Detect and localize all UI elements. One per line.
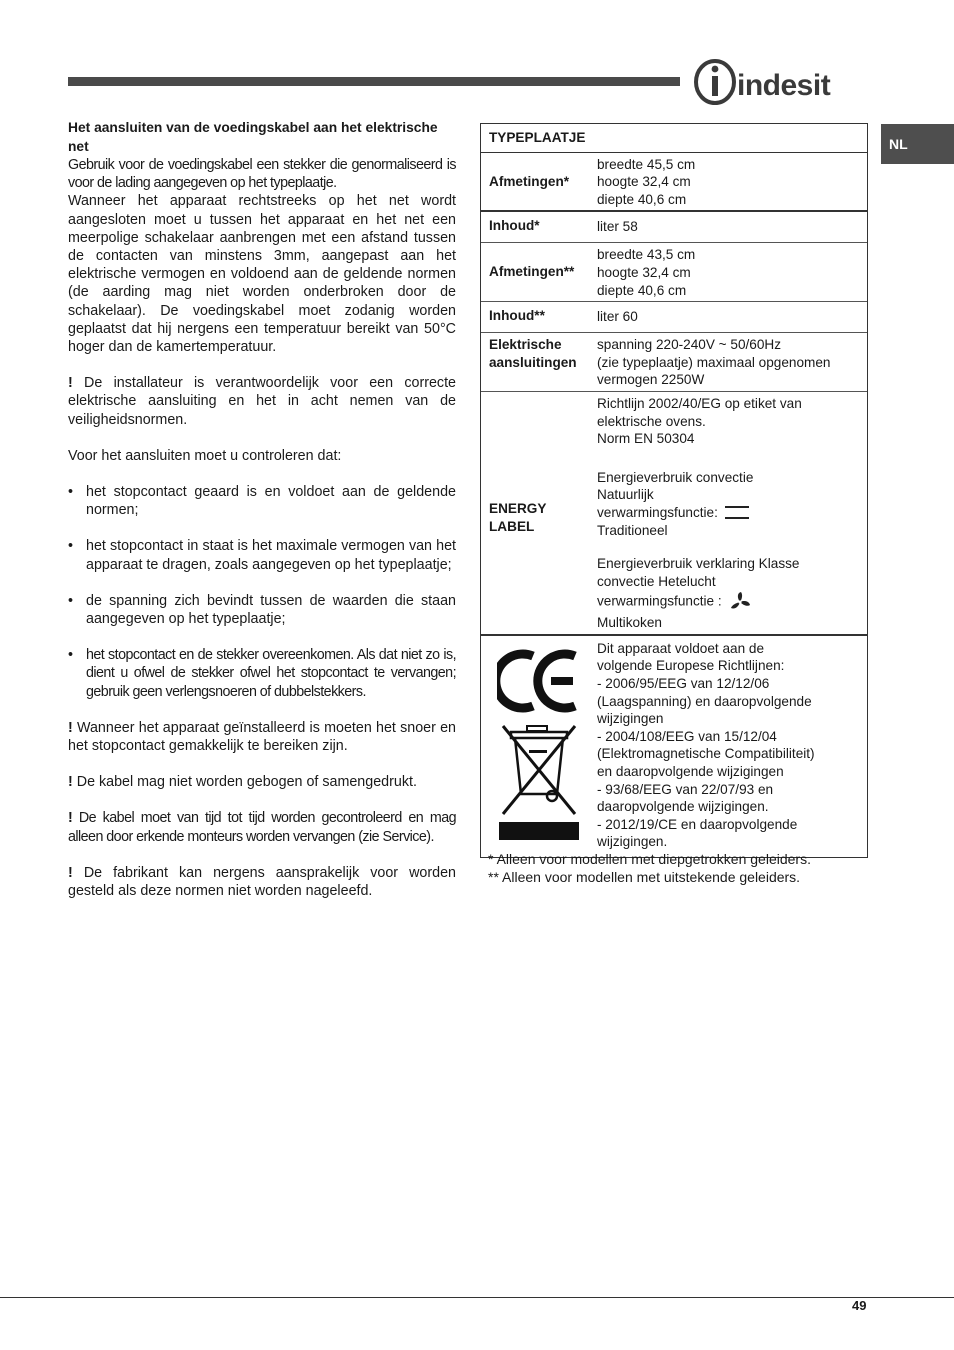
weee-bin-icon [497, 724, 581, 842]
warning-bending: ! De kabel mag niet worden gebogen of samengedrukt. [68, 774, 417, 791]
row-value: Richtlijn 2002/40/EG op etiket van elektrische ovens. Norm EN 50304 Energieverbruik convectie Natuurlijk verwarmingsfunctie: Traditioneel Energieverbruik verklaring Klasse convectie Hetelucht verwarmingsfunctie : Multikoken [597, 395, 802, 631]
fan-icon [728, 590, 752, 614]
table-row [481, 636, 867, 857]
table-row [481, 333, 867, 392]
connection-instructions [68, 119, 456, 900]
check-intro: Voor het aansluiten moet u controleren dat: [68, 447, 342, 464]
footnote: * Alleen voor modellen met diepgetrokken geleiders. [488, 851, 811, 867]
warning-accessible: ! Wanneer het apparaat geïnstalleerd is moeten het snoer en het stopcontact gemakkelijk te bereiken zijn. [68, 719, 456, 755]
header-bar [68, 77, 680, 86]
paragraph-switch: Wanneer het apparaat rechtstreeks op het net wordt aangesloten moet u tussen het apparaat en het net een meerpolige schakelaar aanbrengen met een afstand tussen de contacten van minstens 3mm, aangepast aan het elektrische vermogen en voldoend aan de geldende normen (de aarding mag niet worden onderbroken door de schakelaar). De voedingskabel moet zodanig worden geplaatst dat hij nergens een temperatuur bereikt van 50°C hoger dan de kamertemperatuur. [68, 193, 456, 356]
table-footnotes [488, 851, 811, 886]
row-label: Inhoud** [489, 308, 545, 324]
row-label: Elektrische aansluitingen [489, 337, 577, 370]
list-item: • de spanning zich bevindt tussen de waarden die staan aangegeven op het typeplaatje; [68, 592, 456, 628]
paragraph-plug: Gebruik voor de voedingskabel een stekker die genormaliseerd is voor de lading aangegeven op het typeplaatje. [68, 157, 456, 192]
row-label: Afmetingen** [489, 264, 575, 280]
table-row [481, 392, 867, 636]
compliance-text: Dit apparaat voldoet aan de volgende Europese Richtlijnen: - 2006/95/EEG van 12/12/06 (Laagspanning) en daaropvolgende wijzigingen - 2004/108/EEG van 15/12/04 (Elektromagnetische Compatibiliteit) en daaropvolgende wijzigingen - 93/68/EEG van 22/07/93 en daaropvolgende wijzigingen. - 2012/19/CE en daaropvolgende wijzigingen. [597, 640, 815, 850]
type-plate-table [480, 123, 868, 858]
warning-installer: ! De installateur is verantwoordelijk voor een correcte elektrische aansluiting en het in acht nemen van de veiligheidsnormen. [68, 375, 457, 428]
list-item: • het stopcontact in staat is het maximale vermogen van het apparaat te dragen, zoals aangegeven op het typeplaatje; [68, 538, 456, 573]
row-value: breedte 45,5 cm hoogte 32,4 cm diepte 40,6 cm [597, 156, 696, 207]
section-heading: Het aansluiten van de voedingskabel aan het elektrische net [68, 120, 438, 154]
conventional-heat-icon [724, 505, 750, 521]
footnote: ** Alleen voor modellen met uitstekende geleiders. [488, 868, 801, 885]
row-label: Inhoud* [489, 218, 540, 234]
list-item: • het stopcontact geaard is en voldoet aan de geldende normen; [68, 484, 456, 519]
page-number: 49 [852, 1298, 867, 1313]
footer-rule [0, 1297, 954, 1298]
row-value: liter 58 [597, 219, 638, 235]
row-value: spanning 220-240V ~ 50/60Hz (zie typeplaatje) maximaal opgenomen vermogen 2250W [597, 337, 831, 388]
row-label: ENERGY LABEL [489, 501, 547, 534]
table-row [481, 243, 867, 302]
row-value: liter 60 [597, 309, 638, 325]
table-row [481, 302, 867, 333]
table-title: TYPEPLAATJE [481, 124, 867, 153]
table-row [481, 153, 867, 213]
warning-inspection: ! De kabel moet van tijd tot tijd worden gecontroleerd en mag alleen door erkende monteurs worden vervangen (zie Service). [68, 810, 456, 845]
indesit-logo [693, 58, 871, 106]
row-label: Afmetingen* [489, 173, 570, 189]
list-item: • het stopcontact en de stekker overeenkomen. Als dat niet zo is, dient u ofwel de stekker ofwel het stopcontact te vervangen; gebruik geen verlengsnoeren of dubbelstekkers. [68, 647, 456, 700]
compliance-marks [481, 636, 589, 857]
warning-liability: ! De fabrikant kan nergens aansprakelijk voor worden gesteld als deze normen niet worden nageleefd. [68, 864, 456, 900]
logo-wordmark: indesit [737, 69, 831, 102]
ce-mark-icon [497, 648, 581, 714]
row-value: breedte 43,5 cm hoogte 32,4 cm diepte 40,6 cm [597, 247, 696, 298]
table-row [481, 212, 867, 243]
language-tab: NL [881, 124, 954, 164]
